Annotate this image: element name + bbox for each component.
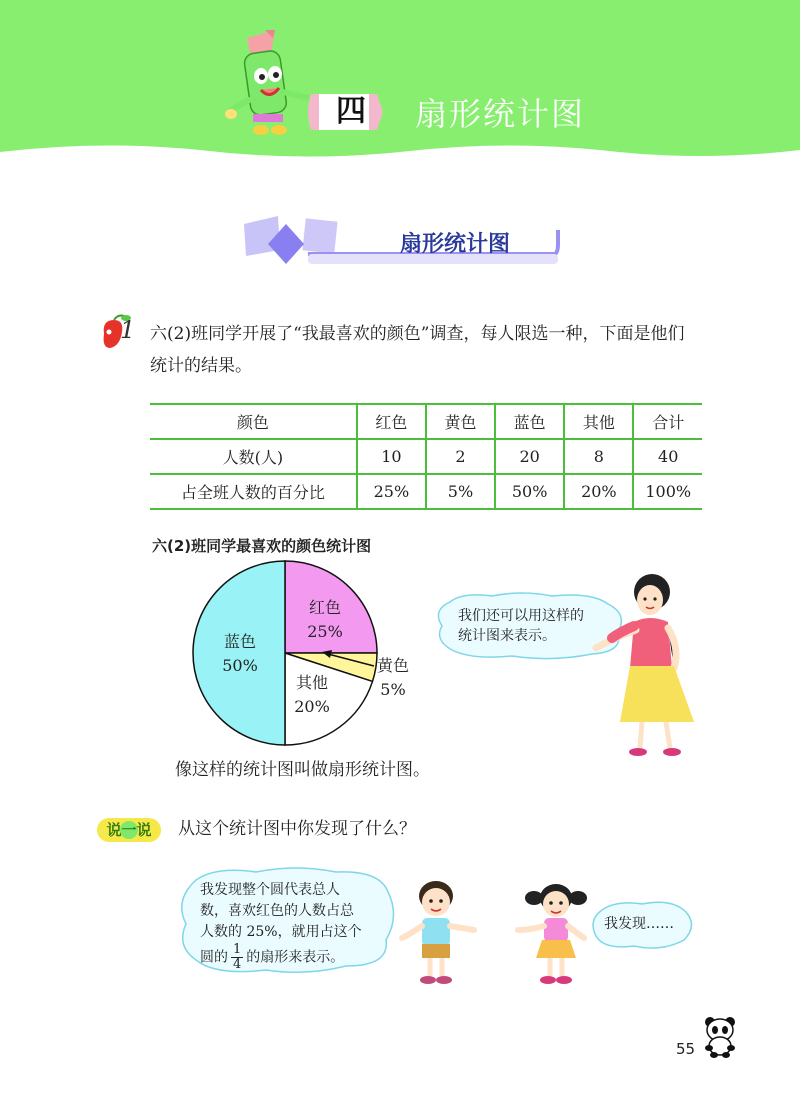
color-survey-table xyxy=(150,403,702,510)
table-cell: 5% xyxy=(426,474,495,509)
table-cell: 2 xyxy=(426,439,495,474)
table-cell: 占全班人数的百分比 xyxy=(150,474,357,509)
teacher-bubble-line-2: 统计图来表示。 xyxy=(458,628,556,644)
boy-illustration xyxy=(396,876,480,988)
pie-label-other-value: 20% xyxy=(294,697,330,716)
table-cell: 8 xyxy=(564,439,633,474)
boy-bubble-line-3: 人数的 25%，就用占这个 xyxy=(200,924,362,940)
pie-label-red xyxy=(295,596,355,644)
table-header-cell: 其他 xyxy=(564,404,633,439)
pie-label-red-name: 红色 xyxy=(308,598,341,617)
pie-label-other xyxy=(282,671,342,719)
table-header-row xyxy=(150,404,702,439)
table-cell: 50% xyxy=(495,474,564,509)
problem-text xyxy=(150,318,710,382)
pie-label-blue-value: 50% xyxy=(222,656,258,675)
table-cell: 20% xyxy=(564,474,633,509)
table-cell: 10 xyxy=(357,439,426,474)
girl-illustration xyxy=(514,876,600,988)
yellow-pointer-arrow xyxy=(318,644,378,674)
pie-label-yellow-value: 5% xyxy=(380,680,406,699)
table-cell: 20 xyxy=(495,439,564,474)
boy-bubble-line-1: 我发现整个圆代表总人 xyxy=(200,882,340,898)
boy-bubble-line-4 xyxy=(200,943,385,972)
chapter-title: 扇形统计图 xyxy=(415,95,586,133)
table-header-cell: 颜色 xyxy=(150,404,357,439)
one-quarter-fraction xyxy=(231,943,243,972)
table-cell: 100% xyxy=(633,474,702,509)
chapter-number: 四 xyxy=(336,94,366,129)
problem-number: 1 xyxy=(120,316,136,344)
table-row xyxy=(150,439,702,474)
table-row xyxy=(150,474,702,509)
section-title: 扇形统计图 xyxy=(399,232,510,257)
table-cell: 25% xyxy=(357,474,426,509)
table-cell: 40 xyxy=(633,439,702,474)
table-header-cell: 红色 xyxy=(357,404,426,439)
pie-label-red-value: 25% xyxy=(307,622,343,641)
boy-bubble-line-4-post: 的扇形来表示。 xyxy=(246,949,345,966)
problem-text-line-1: 六(2)班同学开展了“我最喜欢的颜色”调查，每人限选一种，下面是他们 xyxy=(150,324,685,344)
table-header-cell: 黄色 xyxy=(426,404,495,439)
pie-label-yellow-name: 黄色 xyxy=(376,656,409,675)
caption-text: 像这样的统计图叫做扇形统计图。 xyxy=(175,760,430,780)
fraction-numerator: 1 xyxy=(233,942,242,957)
pie-label-blue xyxy=(210,630,270,678)
problem-text-line-2: 统计的结果。 xyxy=(150,356,252,376)
table-header-cell: 蓝色 xyxy=(495,404,564,439)
girl-bubble-text: 我发现…… xyxy=(604,916,674,932)
table-cell: 人数(人) xyxy=(150,439,357,474)
chart-title: 六(2)班同学最喜欢的颜色统计图 xyxy=(152,537,372,555)
boy-bubble-line-4-pre: 圆的 xyxy=(200,949,228,966)
say-question: 从这个统计图中你发现了什么？ xyxy=(178,819,416,839)
pie-label-other-name: 其他 xyxy=(295,673,328,692)
page-number: 55 xyxy=(676,1040,696,1058)
boy-bubble-line-2: 数，喜欢红色的人数占总 xyxy=(200,903,354,919)
fraction-denominator: 4 xyxy=(233,957,242,972)
boy-bubble-text xyxy=(200,880,385,972)
teacher-bubble-line-1: 我们还可以用这样的 xyxy=(458,608,584,624)
panda-icon xyxy=(700,1014,740,1058)
say-badge: 说一说 xyxy=(106,821,152,839)
teacher-illustration xyxy=(590,572,710,762)
pie-label-blue-name: 蓝色 xyxy=(223,632,256,651)
table-header-cell: 合计 xyxy=(633,404,702,439)
header-banner xyxy=(0,0,800,170)
